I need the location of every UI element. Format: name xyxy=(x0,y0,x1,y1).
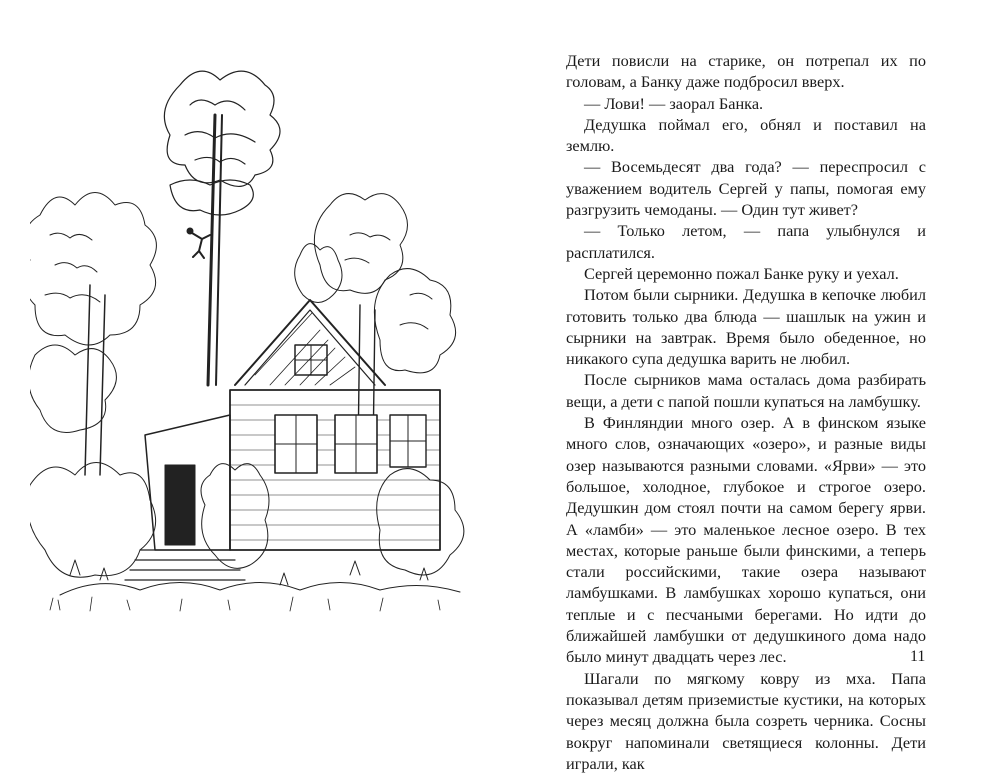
right-page xyxy=(500,0,1000,773)
paragraph: Дедушка поймал его, обнял и поставил на землю. xyxy=(566,114,926,156)
paragraph: — Только летом, — папа улыбнулся и расплатился. xyxy=(566,221,926,262)
paragraph: — Лови! — заорал Банка. xyxy=(584,93,764,113)
paragraph: Шагали по мягкому ковру из мха. Папа показывал детям приземистые кустики, на которых через месяц должна была созреть черника. Сосны вокруг напоминали светящиеся колонны. Дети играли, как xyxy=(566,668,926,773)
paragraph: Потом были сырники. Дедушка в кепочке любил готовить только два блюда — шашлык на ужин и сырники на завтрак. Время было обеденное, но никакого супа дедушка варить не любил. xyxy=(566,285,926,369)
paragraph: После сырников мама осталась дома разбирать вещи, а дети с папой пошли купаться на ламбушку. xyxy=(566,370,926,411)
body-text xyxy=(566,50,926,774)
page-number: 11 xyxy=(910,648,926,665)
paragraph: В Финляндии много озер. А в финском языке много слов, означающих «озеро», и разные виды озер называются разными словами. «Ярви» — это большое, холодное, глубокое и строгое озеро. Дедушкин дом стоял почти на самом берегу ярви. А «ламби» — это маленькое лесное озеро. В тех местах, которые раньше были финскими, а теперь стали российскими, такие озера называют ламбушками. В ламбушках хорошо купаться, они теплые и с песчаными берегами. Но идти до ближайшей ламбушки от дедушкиного дома надо было минут двадцать через лес. xyxy=(566,413,926,667)
paragraph: — Восемьдесят два года? — переспросил с уважением водитель Сергей у папы, помогая ему разгрузить чемоданы. — Один тут живет? xyxy=(566,157,926,220)
left-page xyxy=(0,0,500,703)
house-in-forest-illustration xyxy=(30,55,480,615)
paragraph: Сергей церемонно пожал Банке руку и уехал. xyxy=(584,263,899,283)
paragraph: Дети повисли на старике, он потрепал их по головам, а Банку даже подбросил вверх. xyxy=(566,51,926,92)
